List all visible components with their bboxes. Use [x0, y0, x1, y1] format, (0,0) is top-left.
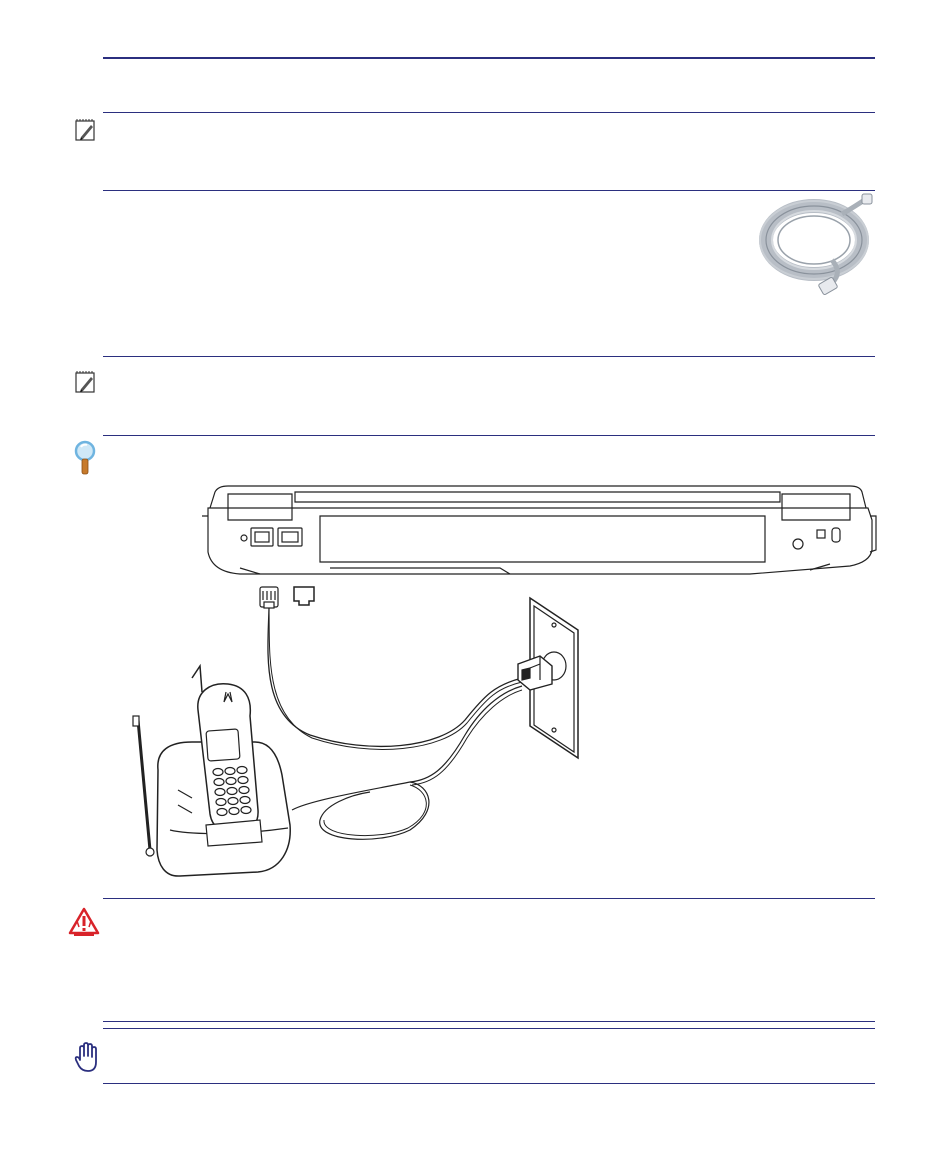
- modem-port-symbol: [294, 587, 314, 605]
- note-icon: [74, 370, 98, 394]
- section-rule: [103, 435, 875, 436]
- section-rule: [103, 1083, 875, 1084]
- note-icon: [74, 118, 98, 142]
- section-rule: [103, 190, 875, 191]
- stop-hand-icon: [74, 1040, 100, 1074]
- wall-jack: [518, 598, 578, 758]
- rj11-plug: [260, 587, 278, 608]
- laptop-rear-view: [202, 486, 876, 574]
- section-rule: [103, 1021, 875, 1022]
- section-rule: [103, 1028, 875, 1029]
- header-rule: [103, 57, 875, 59]
- warning-icon: [68, 907, 100, 937]
- magnifier-tip-icon: [72, 440, 98, 476]
- cordless-phone-base: [133, 666, 290, 876]
- phone-cable-photo: [752, 192, 876, 302]
- section-rule: [103, 112, 875, 113]
- section-rule: [103, 898, 875, 899]
- modem-connection-illustration: [110, 480, 890, 895]
- section-rule: [103, 356, 875, 357]
